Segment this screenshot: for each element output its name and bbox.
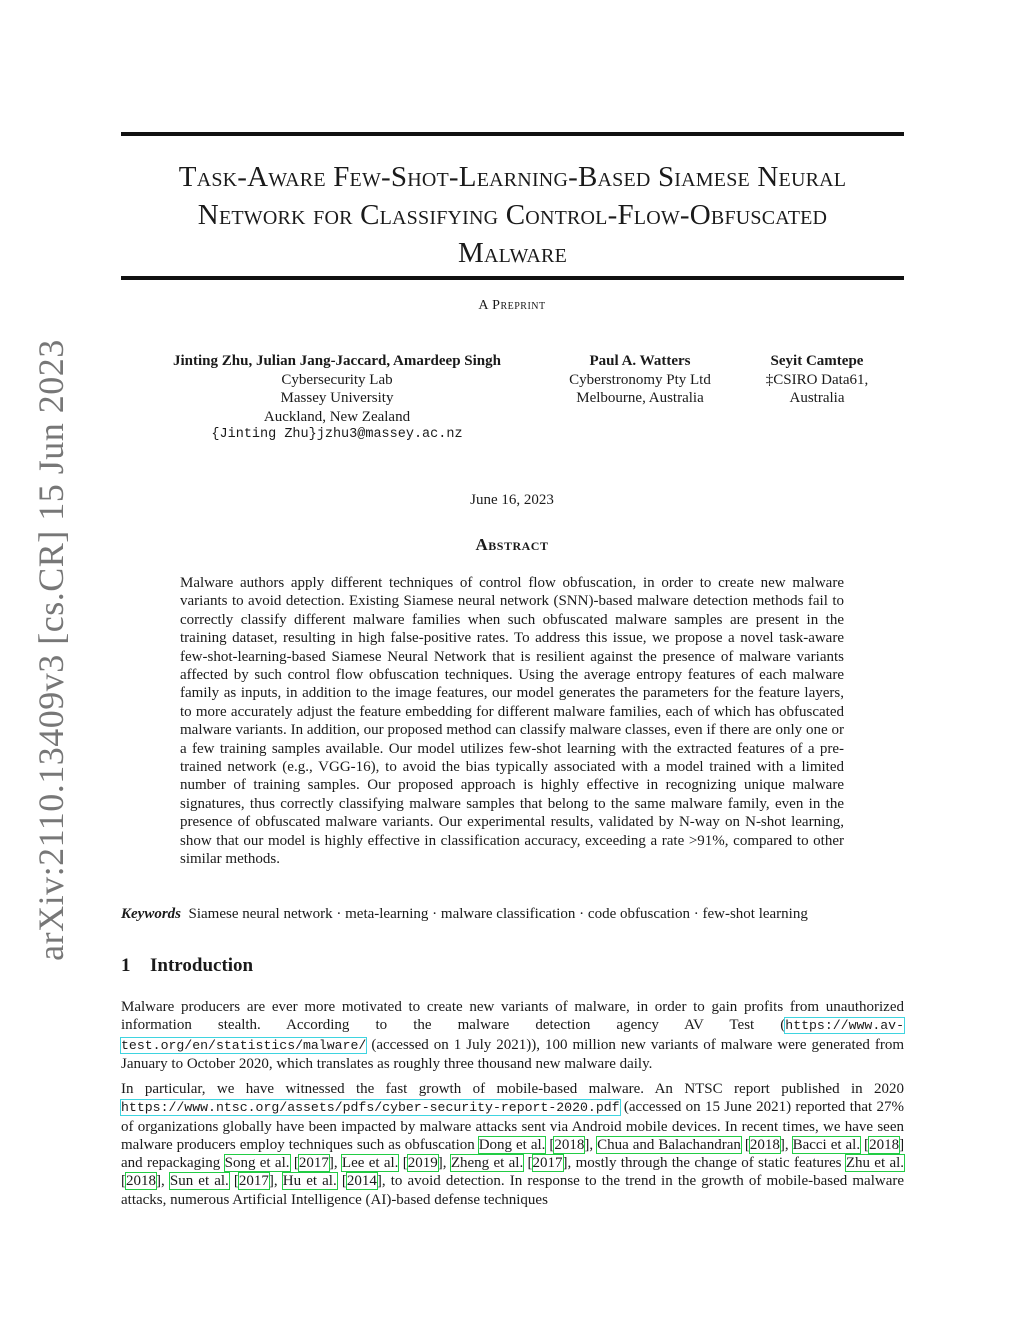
intro-paragraph-1 xyxy=(121,998,904,1073)
section-title: Introduction xyxy=(150,955,254,976)
citation-link[interactable]: Zheng et al. xyxy=(450,1155,524,1172)
abstract-heading: Abstract xyxy=(475,535,549,554)
citation-year-link[interactable]: 2019 xyxy=(407,1155,438,1172)
section-number: 1 xyxy=(121,955,131,976)
abstract-body: Malware authors apply different techniques of control flow obfuscation, in order to create new malware variants to avoid detection. Existing Siamese neural network (SNN)-based malware detection methods fail to correctly classify different malware families when such obfuscated malware samples are present in the training dataset, resulting in high false-positive rates. To address this issue, we propose a novel task-aware few-shot-learning-based Siamese Neural Network that is resilient against the presence of malware variants affected by such control flow obfuscation techniques. Using the average entropy features of each malware family as inputs, in addition to the image features, our model generates the parameters for the feature layers, to more accurately adjust the feature embedding for different malware families, each of which has obfuscated malware variants. In addition, our proposed method can classify malware classes, even if there are only one or a few training samples available. Our model utilizes few-shot learning with the extracted features of a pre-trained network (e.g., VGG-16), to avoid the bias typically associated with a model trained with a limited number of training samples. Our proposed approach is highly effective in recognizing unique malware signatures, thus correctly classifying malware samples that belong to the same malware family, even in the presence of obfuscated malware variants. Our experimental results, validated by N-way on N-shot learning, show that our model is highly effective in classification accuracy, exceeding a rate >91%, compared to other similar methods. xyxy=(180,575,844,868)
author-block-3 xyxy=(742,352,892,408)
title-line-1: Task-Aware Few-Shot-Learning-Based Siamese Neural xyxy=(178,161,847,193)
author-affiliation: Australia xyxy=(789,390,845,406)
citation-link[interactable]: Dong et al. xyxy=(478,1136,546,1153)
author-name: Seyit Camtepe xyxy=(770,353,864,369)
section-heading xyxy=(121,955,253,977)
keywords-label: Keywords xyxy=(121,906,181,922)
text-run: (accessed on 15 June 2021) reported that 27% of organizations globally have been impacted by malware attacks sent via Android mobile devices. In recent times, we have seen malware producers employ techniques such as obfuscation xyxy=(121,1099,904,1153)
title-line-3: Malware xyxy=(457,237,568,269)
top-rule xyxy=(121,132,904,136)
keywords-list: Siamese neural network · meta-learning · malware classification · code obfuscation · few-shot learning xyxy=(188,906,808,922)
citation-year-link[interactable]: 2018 xyxy=(869,1136,900,1153)
author-email[interactable]: {Jinting Zhu}jzhu3@massey.ac.nz xyxy=(211,427,463,442)
citation-year-link[interactable]: 2014 xyxy=(346,1173,377,1190)
keywords-line xyxy=(121,906,904,923)
author-block-1 xyxy=(137,352,537,445)
ntsc-report-link[interactable]: https://www.ntsc.org/assets/pdfs/cyber-security-report-2020.pdf xyxy=(121,1100,620,1116)
intro-paragraph-2: In particular, we have witnessed the fast growth of mobile-based malware. An NTSC report published in 2020 https://www.ntsc.org/assets/pdfs/cyber-security-report-2020.pdf (accessed on 15 June 2021) reported that 27% of organizations globally have been impacted by malware attacks sent via Android mobile devices. In recent times, we have seen malware producers employ techniques such as obfuscation Dong et al. [2018], Chua and Balachandran [2018], Bacci et al. [2018] and repackaging Song et al. [2017], Lee et al. [2019], Zheng et al. [2017], mostly through the change of static features Zhu et al. [2018], Sun et al. [2017], Hu et al. [2014], to avoid detection. In response to the trend in the growth of mobile-based malware attacks, numerous Artificial Intelligence (AI)-based defense techniques xyxy=(121,1081,905,1208)
text-run: , to avoid detection. In response to the trend in the growth of mobile-based malware attacks, numerous Artificial Intelligence (AI)-based defense techniques xyxy=(121,1173,905,1208)
citation-year-link[interactable]: 2018 xyxy=(126,1173,156,1190)
title-line-2: Network for Classifying Control-Flow-Obfuscated xyxy=(197,199,828,231)
citation-year-link[interactable]: 2018 xyxy=(749,1136,780,1153)
citation-year-link[interactable]: 2017 xyxy=(298,1155,329,1172)
citation-link[interactable]: Sun et al. xyxy=(169,1173,229,1190)
citation-link[interactable]: Zhu et al. xyxy=(845,1155,905,1172)
av-test-link[interactable]: https://www.av-test.org/en/statistics/malware/ xyxy=(121,1018,904,1053)
author-affiliation: Auckland, New Zealand xyxy=(263,408,411,425)
publication-date: June 16, 2023 xyxy=(470,492,554,508)
citation-year-link[interactable]: 2017 xyxy=(532,1155,563,1172)
citation-link[interactable]: Lee et al. xyxy=(341,1155,399,1172)
text-run: In particular, we have witnessed the fast growth of mobile-based malware. An NTSC report published in 2020 xyxy=(121,1081,904,1097)
preprint-label: A Preprint xyxy=(478,298,546,313)
text-run: , mostly through the change of static features xyxy=(567,1155,846,1172)
citation-link[interactable]: Song et al. xyxy=(224,1155,290,1172)
citation-link[interactable]: Chua and Balachandran xyxy=(597,1136,741,1153)
text-run: (accessed on 1 July 2021)), 100 million new variants of malware were generated from January to October 2020, which translates as roughly three thousand new malware daily. xyxy=(121,1036,904,1072)
citation-year-link[interactable]: 2017 xyxy=(238,1173,269,1190)
author-affiliation: Cybersecurity Lab xyxy=(281,371,393,388)
text-run: and repackaging xyxy=(121,1155,225,1172)
text-run: Malware producers are ever more motivated to create new variants of malware, in order to gain profits from unauthorized information stealth. According to the malware detection agency AV Test ( xyxy=(121,999,904,1034)
author-block-2 xyxy=(540,352,740,408)
author-name: Paul A. Watters xyxy=(589,353,691,369)
author-affiliation: ‡CSIRO Data61, xyxy=(765,371,869,388)
paper-title xyxy=(121,158,904,272)
citation-link[interactable]: Bacci et al. xyxy=(792,1136,861,1153)
author-affiliation: Massey University xyxy=(280,390,394,406)
citation-link[interactable]: Hu et al. xyxy=(282,1173,337,1190)
arxiv-stamp: arXiv:2110.13409v3 [cs.CR] 15 Jun 2023 xyxy=(31,339,71,961)
author-affiliation: Melbourne, Australia xyxy=(576,390,704,406)
author-affiliation: Cyberstronomy Pty Ltd xyxy=(569,371,711,388)
citation-year-link[interactable]: 2018 xyxy=(554,1136,585,1153)
bottom-rule xyxy=(121,276,904,280)
author-name: Jinting Zhu, Julian Jang-Jaccard, Amardeep Singh xyxy=(173,353,501,369)
